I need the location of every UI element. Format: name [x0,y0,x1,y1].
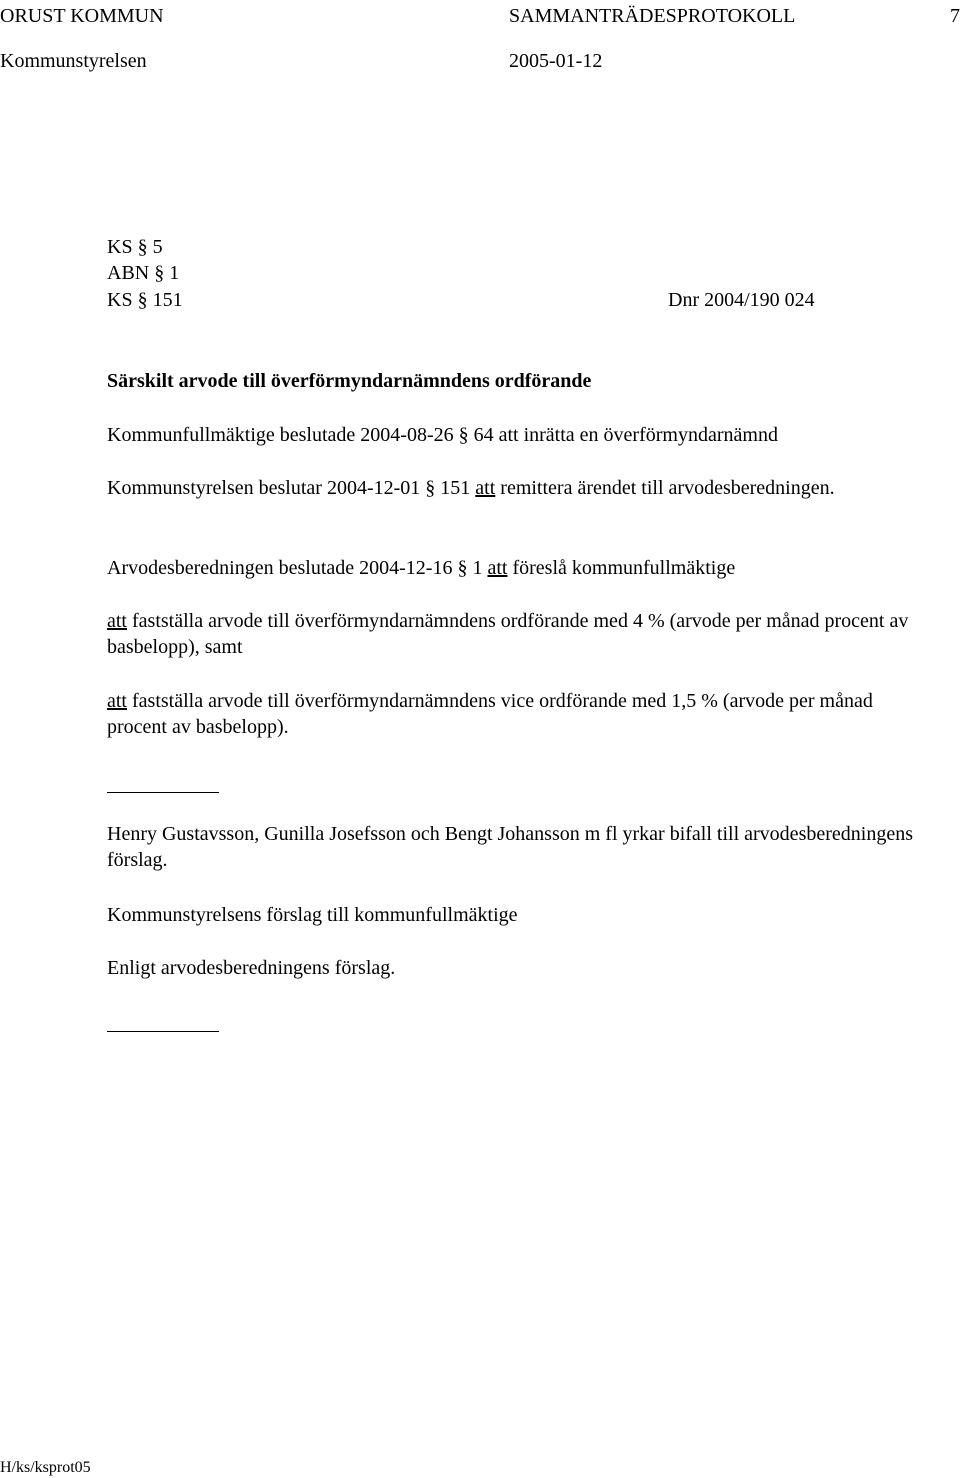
paragraph-vice-chair-fee [107,688,927,740]
paragraph-text: Kommunfullmäktige beslutade 2004-08-26 § 64 att inrätta en överförmyndarnämnd [107,424,778,446]
att-keyword: att [107,690,127,712]
paragraph-proposal-heading [107,902,927,928]
paragraph-decision-2004-08-26 [107,422,927,448]
meeting-date: 2005-01-12 [509,50,603,72]
reference-ks-151: KS § 151 [107,289,183,311]
att-keyword: att [107,610,127,632]
footer-file-path: H/ks/ksprot05 [0,1459,91,1476]
paragraph-proposal [107,955,927,981]
att-keyword: att [475,477,496,499]
section-divider [107,792,219,793]
municipality-name: ORUST KOMMUN [0,5,164,27]
paragraph-text: fastställa arvode till överförmyndarnämndens vice ordförande med 1,5 % (arvode per månad procent av basbelopp). [107,690,873,738]
paragraph-text: Enligt arvodesberedningens förslag. [107,957,396,979]
paragraph-decision-2004-12-01 [107,475,927,501]
paragraph-decision-2004-12-16 [107,555,927,581]
paragraph-text: remittera ärendet till arvodesberedningen. [495,477,835,499]
paragraph-text: föreslå kommunfullmäktige [507,557,736,579]
att-keyword: att [487,557,508,579]
paragraph-text: fastställa arvode till överförmyndarnämndens ordförande med 4 % (arvode per månad procent av basbelopp), samt [107,610,909,658]
paragraph-text: Henry Gustavsson, Gunilla Josefsson och Bengt Johansson m fl yrkar bifall till arvodesberedningens förslag. [107,823,913,871]
page-title: Särskilt arvode till överförmyndarnämndens ordförande [107,370,592,392]
paragraph-text: Kommunstyrelsens förslag till kommunfullmäktige [107,904,518,926]
paragraph-chair-fee [107,608,927,660]
reference-ks-5: KS § 5 [107,236,163,258]
paragraph-text: Arvodesberedningen beslutade 2004-12-16 § 1 [107,557,488,579]
paragraph-text: Kommunstyrelsen beslutar 2004-12-01 § 151 [107,477,476,499]
document-type: SAMMANTRÄDESPROTOKOLL [509,5,796,27]
end-divider [107,1031,219,1032]
diary-number: Dnr 2004/190 024 [668,289,815,311]
reference-abn-1: ABN § 1 [107,262,180,284]
committee-name: Kommunstyrelsen [0,50,147,72]
paragraph-motion [107,821,927,873]
page-number: 7 [950,5,960,27]
